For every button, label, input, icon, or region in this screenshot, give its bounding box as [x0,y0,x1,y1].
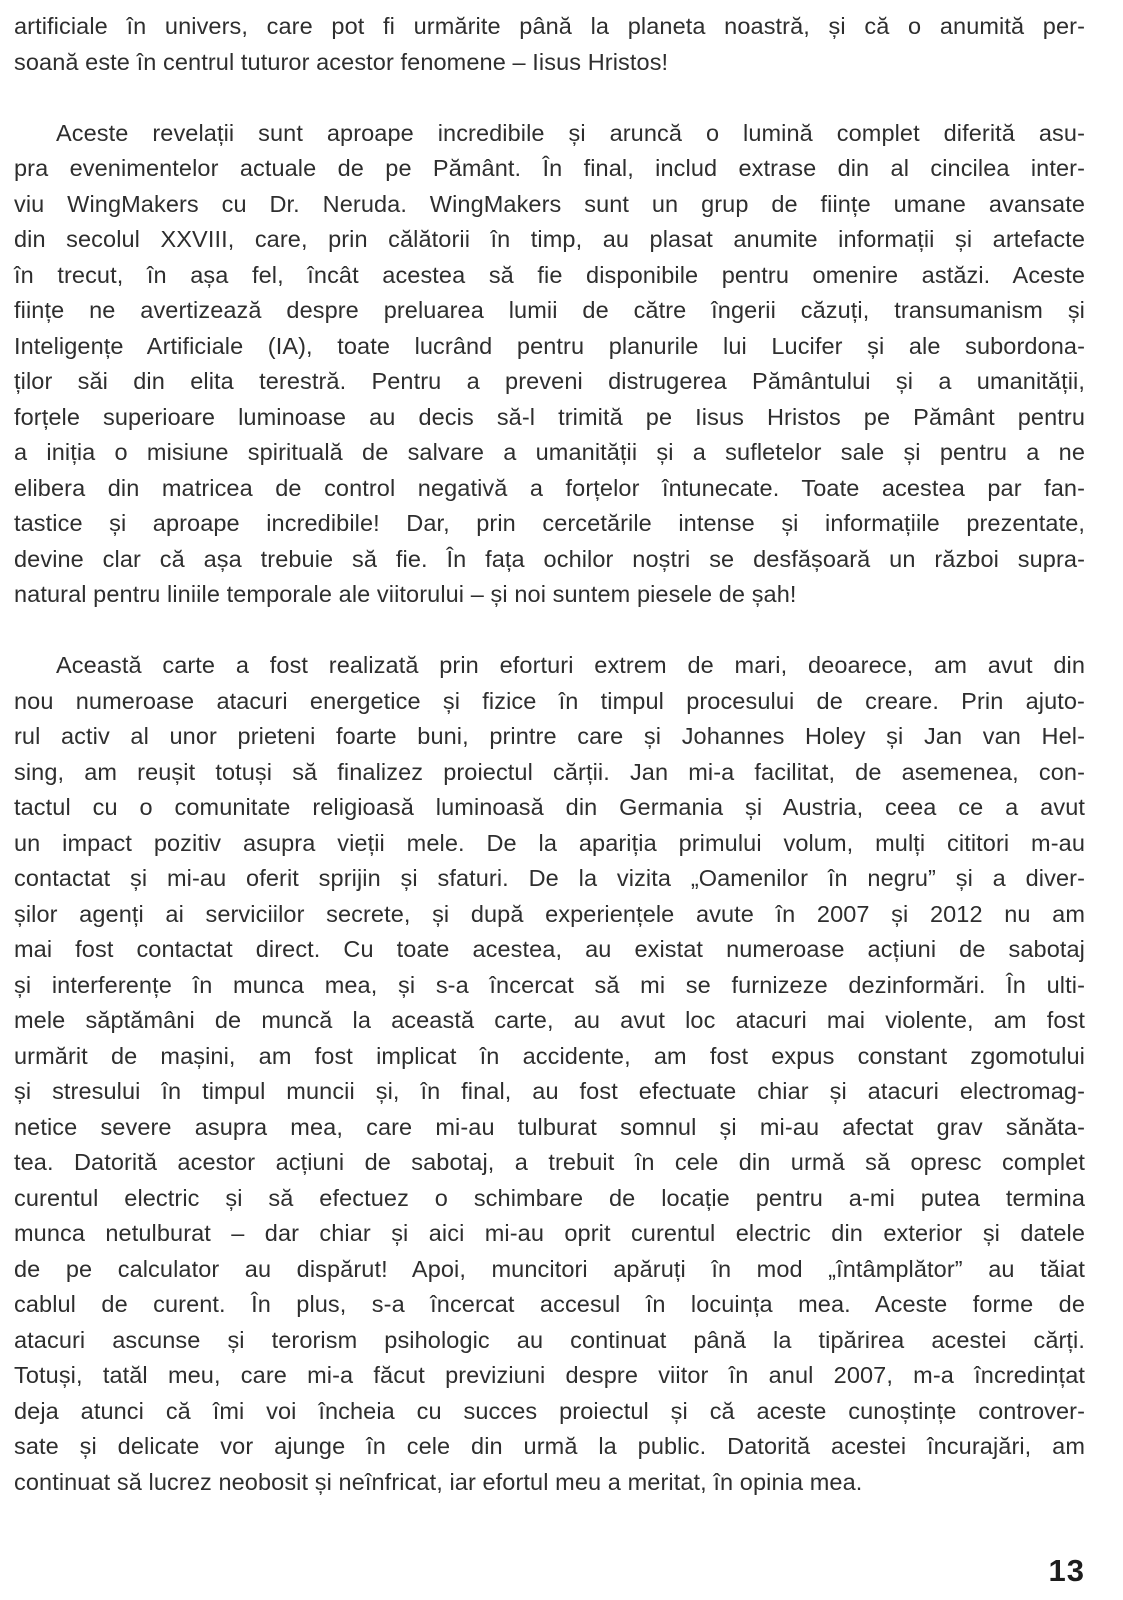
text-line: tactul cu o comunitate religioasă luminoasă din Germania și Austria, ceea ce a avut [14,794,1085,820]
text-line: forțele superioare luminoase au decis să-l trimită pe Iisus Hristos pe Pământ pentru [14,403,1085,430]
text-line: șilor agenți ai serviciilor secrete, și după experiențele avute în 2007 și 2012 nu am [14,900,1085,927]
text-line: tastice și aproape incredibile! Dar, prin cercetările intense și informațiile prezentate, [14,510,1085,536]
text-line: soană este în centrul tuturor acestor fenomene – Iisus Hristos! [14,48,669,75]
text-line: atacuri ascunse și terorism psihologic au continuat până la tipărirea acestei cărți. [14,1326,1085,1353]
text-column [14,9,1085,1500]
text-line: și interferențe în munca mea, și s-a încercat să mi se furnizeze dezinformări. În ulti- [14,971,1085,998]
text-line: rul activ al unor prieteni foarte buni, printre care și Johannes Holey și Jan van Hel- [14,723,1085,749]
text-line: nou numeroase atacuri energetice și fizice în timpul procesului de creare. Prin ajuto- [14,687,1085,714]
page-number: 13 [1048,1553,1085,1588]
text-line: netice severe asupra mea, care mi-au tulburat somnul și mi-au afectat grav sănăta- [14,1113,1085,1140]
text-line: elibera din matricea de control negativă a forțelor întunecate. Toate acestea par fan- [14,474,1085,501]
text-line: tea. Datorită acestor acțiuni de sabotaj, a trebuit în cele din urmă să opresc complet [14,1149,1085,1175]
text-line: Această carte a fost realizată prin eforturi extrem de mari, deoarece, am avut din [56,652,1085,678]
paragraph [14,648,1085,1500]
text-line: ființe ne avertizează despre preluarea lumii de către îngerii căzuți, transumanism și [14,297,1085,323]
text-line: mai fost contactat direct. Cu toate acestea, au existat numeroase acțiuni de sabotaj [14,936,1085,962]
text-line: și stresului în timpul muncii și, în final, au fost efectuate chiar și atacuri electromag- [14,1078,1085,1104]
text-line: continuat să lucrez neobosit și neînfricat, iar efortul meu a meritat, în opinia mea. [14,1468,863,1495]
text-line: natural pentru liniile temporale ale viitorului – și noi suntem piesele de șah! [14,581,797,607]
text-line: un impact pozitiv asupra vieții mele. De la apariția primului volum, mulți cititori m-au [14,829,1085,856]
text-line: deja atunci că îmi voi încheia cu succes proiectul și că aceste cunoștințe controver- [14,1397,1085,1424]
text-line: a iniția o misiune spirituală de salvare a umanității și a sufletelor sale și pentru a ne [14,439,1085,465]
paragraph [14,9,1085,80]
text-line: munca netulburat – dar chiar și aici mi-au oprit curentul electric din exterior și datele [14,1220,1085,1246]
text-line: artificiale în univers, care pot fi urmărite până la planeta noastră, și că o anumită per- [14,13,1085,39]
text-line: sing, am reușit totuși să finalizez proiectul cărții. Jan mi-a facilitat, de asemenea, con- [14,758,1085,785]
text-line: urmărit de mașini, am fost implicat în accidente, am fost expus constant zgomotului [14,1042,1085,1069]
text-line: contactat și mi-au oferit sprijin și sfaturi. De la vizita „Oamenilor în negru” și a diver- [14,865,1085,891]
text-line: mele săptămâni de muncă la această carte, au avut loc atacuri mai violente, am fost [14,1007,1085,1033]
text-line: curentul electric și să efectuez o schimbare de locație pentru a-mi putea termina [14,1184,1085,1211]
text-line: ților săi din elita terestră. Pentru a preveni distrugerea Pământului și a umanității, [14,368,1085,394]
text-line: sate și delicate vor ajunge în cele din urmă la public. Datorită acestei încurajări, am [14,1433,1085,1459]
text-line: din secolul XXVIII, care, prin călătorii în timp, au plasat anumite informații și artefacte [14,226,1085,252]
text-line: Totuși, tatăl meu, care mi-a făcut previziuni despre viitor în anul 2007, m-a încredințat [14,1362,1085,1388]
text-line: Aceste revelații sunt aproape incredibile și aruncă o lumină complet diferită asu- [56,119,1085,146]
text-line: cablul de curent. În plus, s-a încercat accesul în locuința mea. Aceste forme de [14,1291,1085,1317]
text-line: Inteligențe Artificiale (IA), toate lucrând pentru planurile lui Lucifer și ale subordona- [14,332,1085,359]
text-line: de pe calculator au dispărut! Apoi, muncitori apăruți în mod „întâmplător” au tăiat [14,1255,1085,1282]
text-line: în trecut, în așa fel, încât acestea să fie disponibile pentru omenire astăzi. Aceste [14,261,1085,288]
text-line: devine clar că așa trebuie să fie. În fața ochilor noștri se desfășoară un război supra- [14,545,1085,572]
text-line: viu WingMakers cu Dr. Neruda. WingMakers sunt un grup de ființe umane avansate [14,190,1085,217]
text-line: pra evenimentelor actuale de pe Pământ. În final, includ extrase din al cincilea inter- [14,155,1085,181]
paragraph [14,116,1085,613]
